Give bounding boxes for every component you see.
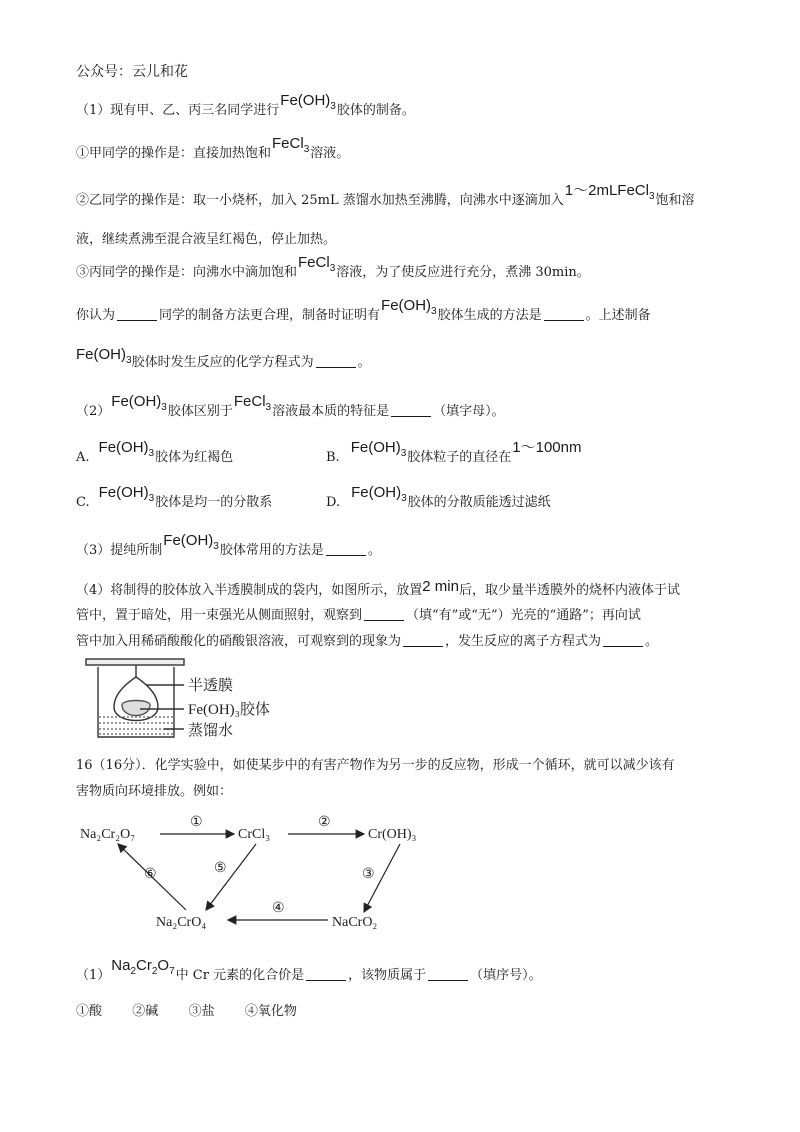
answer-blank[interactable] — [391, 415, 431, 417]
formula-fe-oh-3: $Fe(OH)_3$ — [350, 439, 407, 459]
formula-fe-oh-3: $Fe(OH)_3$ — [280, 92, 336, 112]
formula-fe-oh-3: $Fe(OH)_3$ — [76, 346, 132, 366]
answer-blank[interactable] — [117, 319, 157, 321]
node-na2cr2o7: Na₂Cr₂O₇ — [80, 827, 136, 842]
q15-part4-line1: （4）将制得的胶体放入半透膜制成的袋内，如图所示，放置2 min后，取少量半透膜外的烧杯内液体于试 — [76, 578, 680, 598]
formula-fecl3: FeCl$_3$ — [298, 254, 336, 274]
answer-blank[interactable] — [403, 645, 443, 647]
option-c[interactable]: $C.Fe(OH)_3$胶体是均一的分散系 — [76, 484, 273, 510]
q15-reasoning: 你认为 同学的制备方法更合理，制备时证明有$Fe(OH)_3$胶体生成的方法是 。上述制备 — [76, 297, 651, 323]
label-colloid: Fe(OH)₃胶体 — [188, 702, 270, 718]
q16-choices — [76, 1002, 297, 1022]
q15-equation-prompt: $Fe(OH)_3$胶体时发生反应的化学方程式为 。 — [76, 346, 371, 370]
formula-fecl3: FeCl$_3$ — [272, 135, 310, 155]
answer-blank[interactable] — [428, 979, 468, 981]
range-formula: 1～100nm — [512, 439, 582, 456]
q16-part1: $(1)Na_2Cr_2O_7$中 Cr 元素的化合价是 ，该物质属于 （填序号）。 — [76, 957, 542, 983]
step-4: ④ — [272, 901, 285, 916]
q15-part3: （3）提纯所制$Fe(OH)_3$胶体常用的方法是 。 — [76, 532, 381, 558]
node-crcl3: CrCl₃ — [238, 827, 271, 842]
formula-fe-oh-3: $Fe(OH)_3$ — [111, 393, 167, 413]
answer-blank[interactable] — [306, 979, 346, 981]
choice-salt[interactable]: ③盐 — [188, 1004, 215, 1019]
q15-part2: $(2)Fe(OH)_3$胶体区别于FeCl$_3$溶液最本质的特征是 （填字母）。 — [76, 393, 505, 419]
answer-blank[interactable] — [364, 619, 404, 621]
node-nacro2: NaCrO₂ — [332, 915, 378, 930]
q15-student-c: ③丙同学的操作是：向沸水中滴加饱和FeCl$_3$溶液，为了使反应进行充分，煮沸 30min。 — [76, 254, 590, 280]
q16-intro-1: 16（16分）．化学实验中，如使某步中的有害产物作为另一步的反应物，形成一个循环，就可以减少该有 — [76, 758, 675, 773]
q16-intro-2: 害物质向环境排放。例如： — [76, 784, 233, 799]
answer-blank[interactable] — [316, 366, 356, 368]
formula-na2cr2o7: $Na_2Cr_2O_7$ — [111, 957, 175, 977]
node-croh3: Cr(OH)₃ — [368, 827, 417, 842]
step-6: ⑥ — [144, 867, 157, 882]
step-5: ⑤ — [214, 861, 227, 876]
chromium-cycle-diagram — [78, 812, 458, 942]
formula-fe-oh-3: $Fe(OH)_3$ — [163, 532, 219, 552]
q15-part1-intro: （1）现有甲、乙、丙三名同学进行$Fe(OH)_3$胶体的制备。 — [76, 92, 415, 118]
node-na2cro4: Na₂CrO₄ — [156, 915, 207, 930]
formula-fe-oh-3: $Fe(OH)_3$ — [98, 439, 155, 459]
choice-oxide[interactable]: ④氧化物 — [244, 1004, 297, 1019]
answer-blank[interactable] — [326, 554, 366, 556]
choice-base[interactable]: ②碱 — [132, 1004, 159, 1019]
q15-student-a: ①甲同学的操作是：直接加热饱和FeCl$_3$溶液。 — [76, 135, 350, 161]
step-2: ② — [318, 815, 331, 830]
option-d[interactable]: $D.Fe(OH)_3$胶体的分散质能透过滤纸 — [326, 484, 551, 510]
q15-student-b-cont: 液，继续煮沸至混合液呈红褐色，停止加热。 — [76, 232, 337, 247]
choice-acid[interactable]: ①酸 — [76, 1004, 103, 1019]
label-membrane: 半透膜 — [188, 678, 234, 694]
answer-blank[interactable] — [603, 645, 643, 647]
q15-part4-line2: 管中，置于暗处，用一束强光从侧面照射，观察到 （填“有”或“无”）光亮的“通路”；再向试 — [76, 608, 641, 623]
dialysis-figure — [84, 655, 294, 745]
time-value: 2 min — [422, 578, 459, 595]
formula-fe-oh-3: $Fe(OH)_3$ — [98, 484, 155, 504]
step-3: ③ — [362, 867, 375, 882]
answer-blank[interactable] — [544, 319, 584, 321]
step-1: ① — [190, 815, 203, 830]
option-a[interactable]: $A.Fe(OH)_3$胶体为红褐色 — [76, 439, 234, 465]
formula-fe-oh-3: $Fe(OH)_3$ — [351, 484, 407, 504]
formula-fecl3: FeCl$_3$ — [233, 393, 272, 413]
label-water: 蒸馏水 — [188, 723, 234, 739]
formula-fe-oh-3: $Fe(OH)_3$ — [381, 297, 437, 317]
formula-fecl3-amount: 1～2mLFeCl$_3$ — [564, 182, 655, 202]
q15-part4-line3: 管中加入用稀硝酸酸化的硝酸银溶液，可观察到的现象为 ，发生反应的离子方程式为 。 — [76, 634, 659, 649]
option-b[interactable]: $B.Fe(OH)_3$胶体粒子的直径在1～100nm — [326, 439, 582, 465]
page-header: 公众号：云儿和花 — [76, 64, 188, 80]
q15-student-b: ②乙同学的操作是：取一小烧杯，加入 25mL 蒸馏水加热至沸腾，向沸水中逐滴加入1～2mLFeCl$_3$饱和溶 — [76, 182, 695, 208]
